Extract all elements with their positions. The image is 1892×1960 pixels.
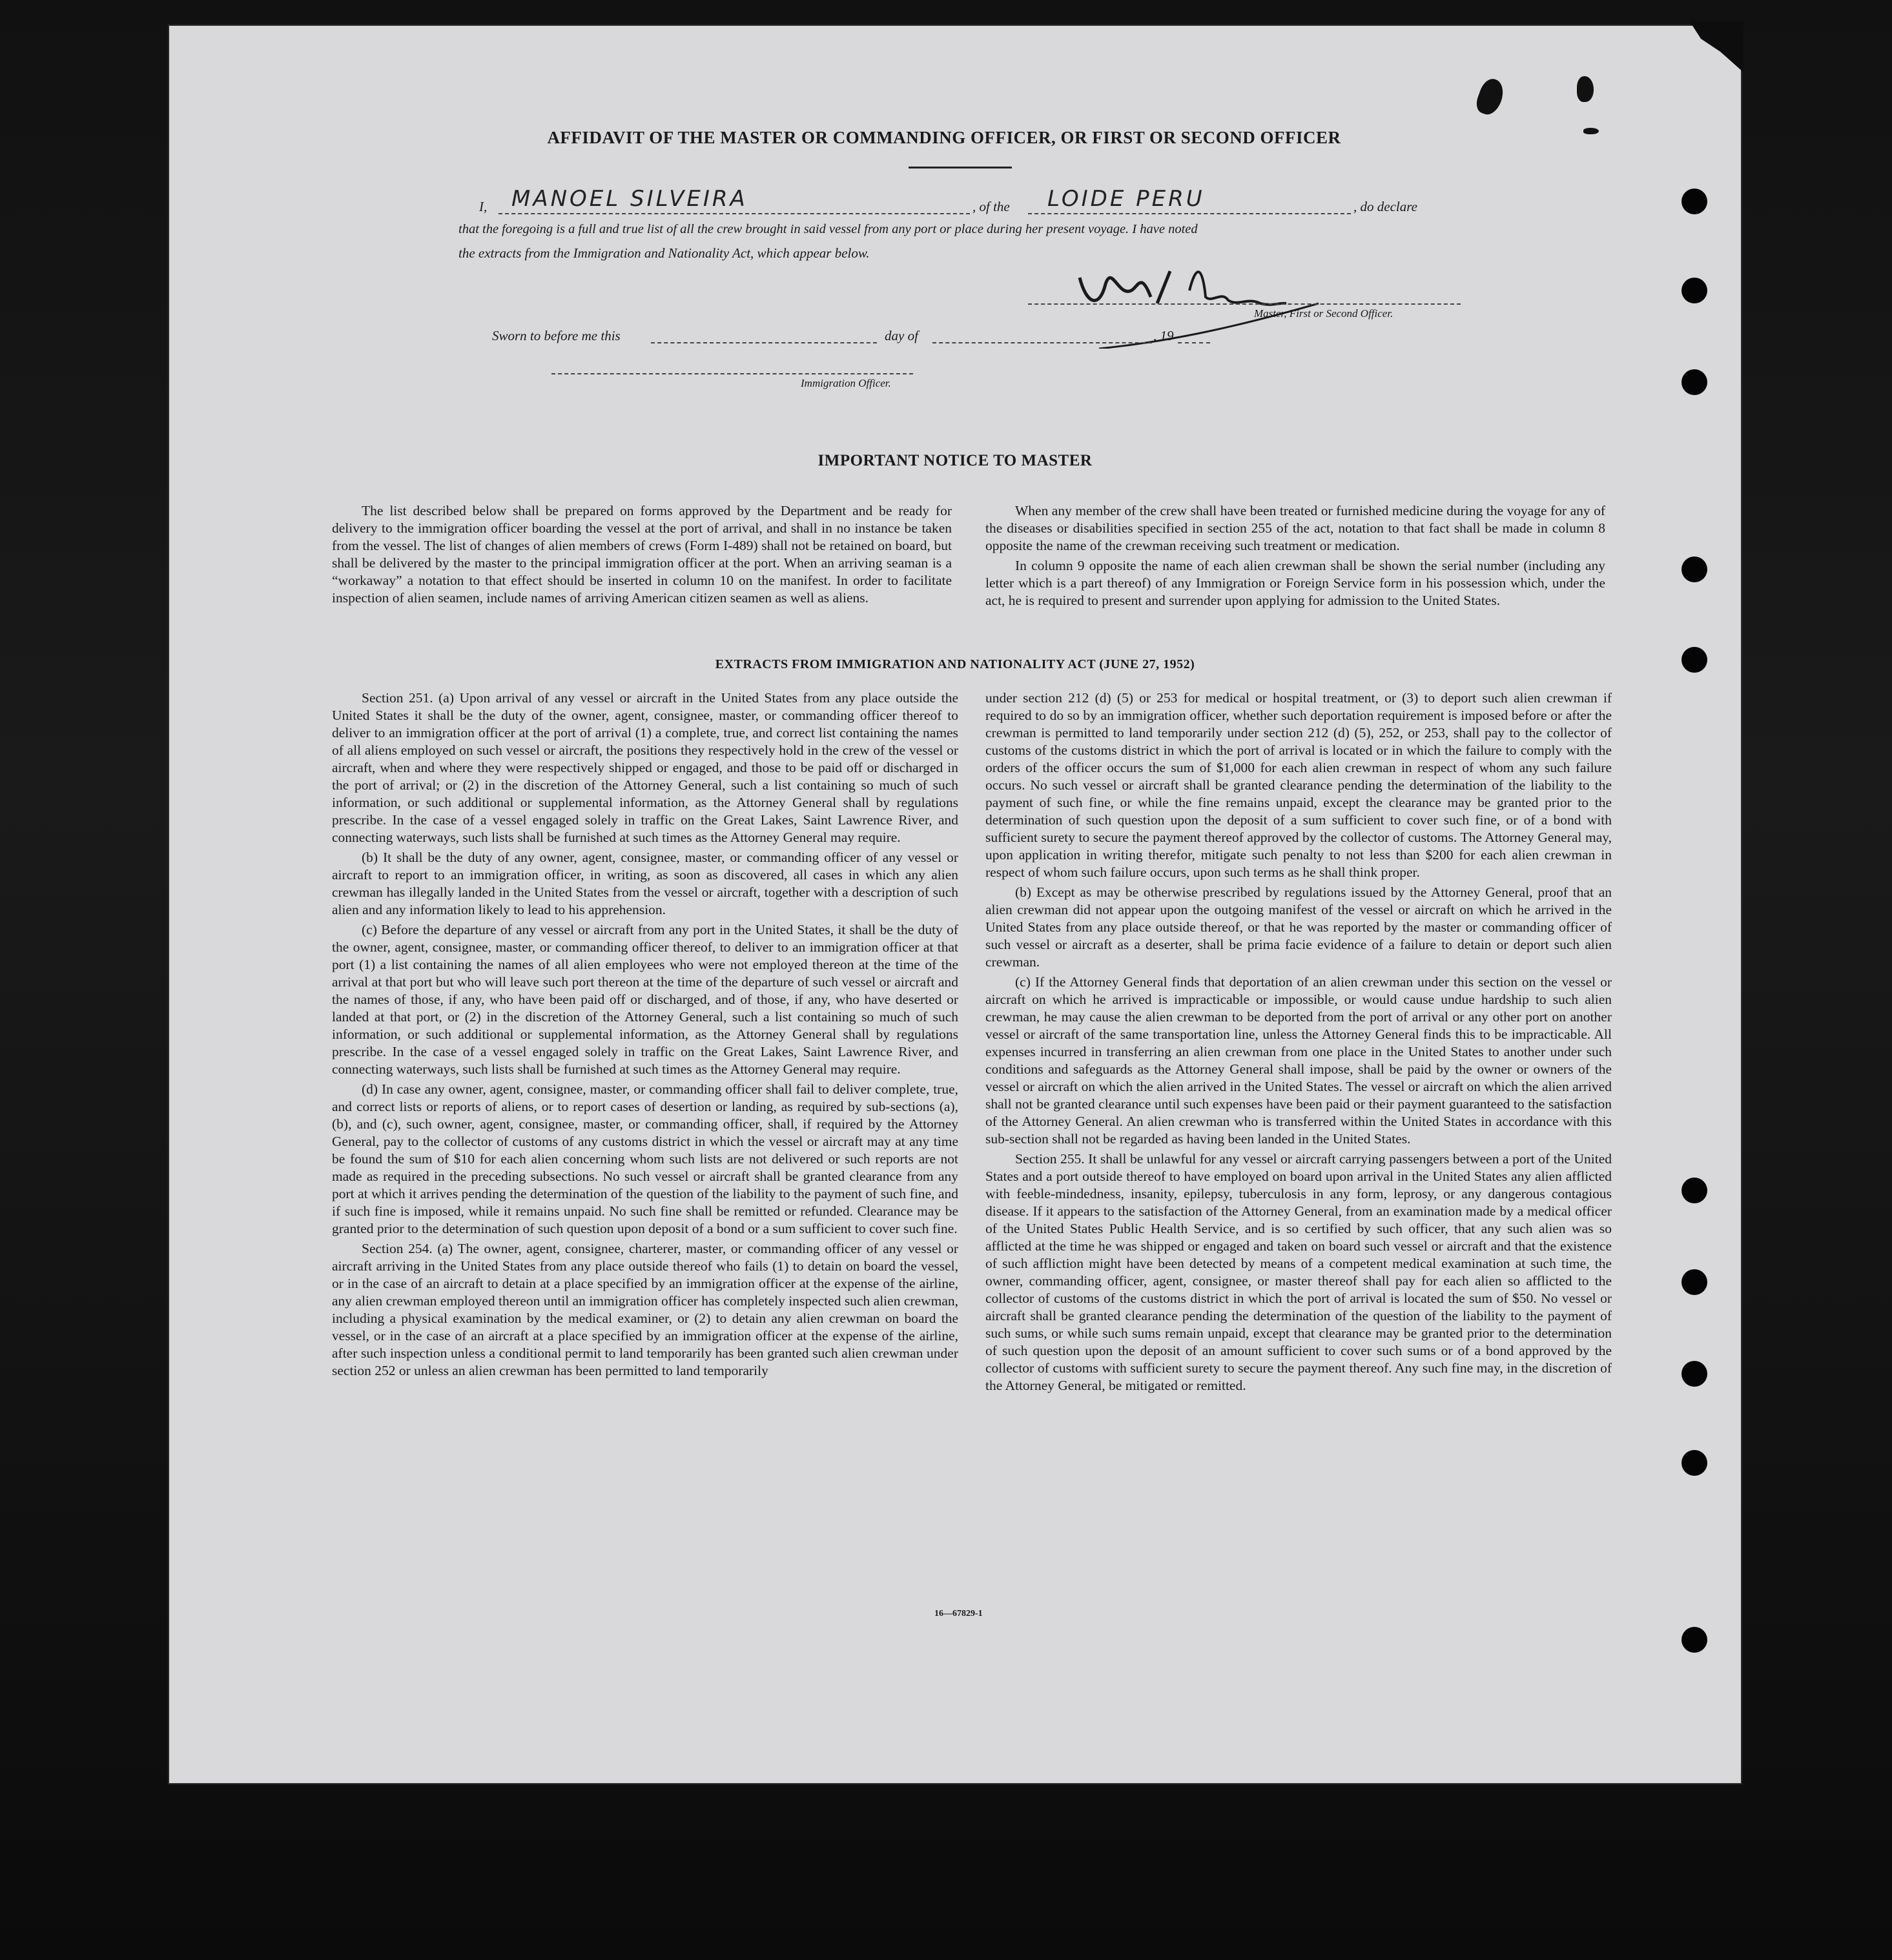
torn-corner bbox=[1666, 21, 1743, 72]
affidavit-title: AFFIDAVIT OF THE MASTER OR COMMANDING OFFICER, OR FIRST OR SECOND OFFICER bbox=[547, 128, 1341, 147]
notice-paragraph: In column 9 opposite the name of each alien crewman shall be shown the serial number (including any letter which is a part thereof) of any Immigration or Foreign Service form in his possession which, under the act, he is required to present and surrender upon applying for admission to the United States. bbox=[985, 558, 1605, 608]
of-the-label: , of the bbox=[972, 199, 1010, 214]
signer-caption: Master, First or Second Officer. bbox=[1254, 307, 1393, 320]
do-declare-label: , do declare bbox=[1353, 199, 1417, 214]
punch-hole bbox=[1681, 1269, 1707, 1295]
punch-hole bbox=[1681, 556, 1707, 582]
sworn-date-line bbox=[651, 342, 877, 343]
master-signature bbox=[1060, 252, 1370, 349]
section-251d: (d) In case any owner, agent, consignee, master, or commanding officer shall fail to deliver complete, true, and correct lists or reports of aliens, or to report cases of desertion or landing, as required by sub-sections (a), (b), and (c), such owner, agent, consignee, master, or commanding officer, shall, if required by the Attorney General, pay to the collector of customs of any customs district in which the vessel or aircraft may at any time be found the sum of $10 for each alien concerning whom such lists are not delivered or such reports are not made as required in the preceding subsections. No such vessel or aircraft shall be granted clearance from any port at which it arrives pending the determination of the question of the liability to the payment of such fine, and if such fine is imposed, while it remains unpaid. No such fine shall be remitted or refunded. Clearance may be granted prior to the determination of such question upon deposit of a bond or a sum sufficient to cover such fine. bbox=[332, 1081, 958, 1236]
declaration-line-1: that the foregoing is a full and true list of all the crew brought in said vessel from any port or place during her present voyage. I have noted bbox=[458, 222, 1198, 236]
signature-line bbox=[1028, 303, 1461, 305]
vessel-line bbox=[1028, 213, 1351, 214]
section-254b: (b) Except as may be otherwise prescribed by regulations issued by the Attorney General, proof that an alien crewman did not appear upon the outgoing manifest of the vessel or aircraft on which he arrived in the United States from any place outside thereof, or that he was reported by the master or commanding officer of such vessel or aircraft as a deserter, shall be prima facie evidence of a failure to detain or deport such alien crewman. bbox=[985, 884, 1612, 970]
sworn-month-line bbox=[932, 342, 1152, 343]
declaration-line-2: the extracts from the Immigration and Nationality Act, which appear below. bbox=[458, 245, 870, 261]
section-254c: (c) If the Attorney General finds that deportation of an alien crewman under this section on the vessel or aircraft on which he arrived is impracticable or impossible, or would cause undue hardship to such alien crewman, he may cause the alien crewman to be deported from the port of arrival or any other port on another vessel or aircraft of the same transportation line, unless the Attorney General finds this to be impracticable. All expenses incurred in transferring an alien crewman from one place in the United States to another under such conditions and safeguards as the Attorney General shall impose, shall be paid by the owner or owners of the vessel or aircraft on which the alien arrived in the United States. The vessel or aircraft on which the alien arrived shall not be granted clearance until such expenses have been paid or their payment guaranteed to the satisfaction of the Attorney General. An alien crewman who is transferred within the United States in accordance with this sub-section shall not be regarded as having been landed in the United States. bbox=[985, 974, 1612, 1147]
section-251b: (b) It shall be the duty of any owner, agent, consignee, master, or commanding officer of any vessel or aircraft to report to an immigration officer, in writing, as soon as discovered, all cases in which any alien crewman has illegally landed in the United States from the vessel or aircraft, together with a description of such alien and any information likely to lead to his apprehension. bbox=[332, 850, 958, 917]
notice-paragraph: When any member of the crew shall have been treated or furnished medicine during the voyage for any of the diseases or disabilities specified in section 255 of the act, notation to that fact shall be made in column 8 opposite the name of the crewman receiving such treatment or medication. bbox=[985, 503, 1605, 553]
section-251c: (c) Before the departure of any vessel or aircraft from any port in the United States, it shall be the duty of the owner, agent, consignee, master, or commanding officer thereof, to deliver to an immigration officer at that port (1) a list containing the names of all alien employees who were not employed thereon at the time of the arrival at that port but who will leave such port thereon at the time of the departure of such vessel or aircraft and the names of those, if any, who have been paid off or discharged, and of those, if any, who have deserted or landed at that port, or (2) in the discretion of the Attorney General, such a list containing so much of such information, or such additional or supplemental information, as the Attorney General shall by regulations prescribe. In the case of a vessel engaged solely in traffic on the Great Lakes, Saint Lawrence River, and connecting waterways, such lists shall be furnished at such times as the Attorney General may require. bbox=[332, 922, 958, 1077]
section-254a-continued: under section 212 (d) (5) or 253 for medical or hospital treatment, or (3) to deport such alien crewman if required to do so by an immigration officer, whether such deportation requirement is imposed before or after the crewman is permitted to land temporarily under section 212 (d) (5), 252, or 253, shall pay to the collector of customs of the customs district in which the port of arrival is located or in which the failure to comply with the orders of the officer occurs the sum of $1,000 for each alien crewman in respect of whom any such failure occurs. No such vessel or aircraft shall be granted clearance pending the determination of the liability to the payment of such fine, or while the fine remains unpaid, except the clearance may be granted prior to the determination of such question upon the deposit of a sum sufficient to cover such fine, or of a bond with sufficient surety to secure the payment thereof approved by the collector of customs. The Attorney General may, upon application in writing therefor, mitigate such penalty to not less than $200 for each alien crewman in respect of whom such failure occurs, upon such terms as he shall think proper. bbox=[985, 690, 1612, 880]
extracts-left-column bbox=[332, 689, 958, 1382]
punch-hole bbox=[1681, 189, 1707, 214]
ink-blot bbox=[1577, 76, 1594, 102]
document-page bbox=[169, 26, 1741, 1783]
notice-title: IMPORTANT NOTICE TO MASTER bbox=[817, 452, 1093, 469]
notice-right-column bbox=[985, 502, 1605, 612]
day-of-label: day of bbox=[885, 328, 918, 343]
year-prefix: , 19 bbox=[1153, 328, 1174, 343]
sworn-year-line bbox=[1178, 342, 1210, 343]
extracts-right-column bbox=[985, 689, 1612, 1397]
punch-hole bbox=[1681, 1178, 1707, 1203]
handwritten-vessel: LOIDE PERU bbox=[1047, 186, 1205, 212]
title-rule bbox=[909, 167, 1012, 168]
notice-left-column bbox=[332, 502, 952, 609]
sworn-label: Sworn to before me this bbox=[492, 328, 621, 343]
i-prefix: I, bbox=[479, 199, 488, 214]
punch-hole bbox=[1681, 1361, 1707, 1387]
handwritten-name: MANOEL SILVEIRA bbox=[511, 186, 748, 212]
section-254a: Section 254. (a) The owner, agent, consignee, charterer, master, or commanding officer of any vessel or aircraft arriving in the United States from any place outside thereof who fails (1) to detain on board the vessel, or in the case of an aircraft to detain at a place specified by an immigration officer at the expense of the airline, any alien crewman employed thereon until an immigration officer has completely inspected such alien crewman, including a physical examination by the medical examiner, or (2) to detain any alien crewman on board the vessel, or in the case of an aircraft at a place specified by an immigration officer at the expense of the airline, after such inspection unless a conditional permit to land temporarily has been granted such alien crewman under section 252 or unless an alien crewman has been permitted to land temporarily bbox=[332, 1241, 958, 1378]
section-255: Section 255. It shall be unlawful for any vessel or aircraft carrying passengers between a port of the United States and a port outside thereof to have employed on board upon arrival in the United States any alien afflicted with feeble-mindedness, insanity, epilepsy, tuberculosis in any form, leprosy, or any dangerous contagious disease. If it appears to the satisfaction of the Attorney General, from an examination made by a medical officer of the United States Public Health Service, and is so certified by such officer, that any such alien was so afflicted at the time he was shipped or engaged and taken on board such vessel or aircraft and that the existence of such affliction might have been detected by means of a competent medical examination at such time, the owner, commanding officer, agent, consignee, or master thereof shall pay for each alien so afflicted to the collector of customs of the customs district in which the port of arrival is located the sum of $50. No vessel or aircraft shall be granted clearance pending the determination of the question of the liability to the payment of such sums, or while such sums remain unpaid, except that clearance may be granted prior to the determination of such question upon the deposit of an amount sufficient to cover such sums or of a bond approved by the collector of customs with sufficient surety to secure the payment thereof. Any such fine may, in the discretion of the Attorney General, be mitigated or remitted. bbox=[985, 1151, 1612, 1393]
form-number: 16—67829-1 bbox=[934, 1609, 983, 1618]
section-251a: Section 251. (a) Upon arrival of any vessel or aircraft in the United States from any place outside the United States it shall be the duty of the owner, agent, consignee, master, or commanding officer thereof to deliver to an immigration officer at the port of arrival (1) a complete, true, and correct list containing the names of all aliens employed on such vessel or aircraft, the positions they respectively hold in the crew of the vessel or aircraft, when and where they were respectively shipped or engaged, and those to be paid off or discharged in the port of arrival; or (2) in the discretion of the Attorney General, such a list containing so much of such information, or such additional or supplemental information, as the Attorney General shall by regulations prescribe. In the case of a vessel engaged solely in traffic on the Great Lakes, Saint Lawrence River, and connecting waterways, such lists shall be furnished at such times as the Attorney General may require. bbox=[332, 690, 958, 845]
notice-paragraph: The list described below shall be prepared on forms approved by the Department and be ready for delivery to the immigration officer boarding the vessel at the port of arrival, and shall in no instance be taken from the vessel. The list of changes of alien members of crews (Form I-489) shall not be retained on board, but shall be delivered by the master to the principal immigration officer at the port. When an arriving seaman is a “workaway” a notation to that effect should be inserted in column 10 on the manifest. In order to facilitate inspection of alien seamen, include names of arriving American citizen seamen as well as aliens. bbox=[332, 503, 952, 606]
officer-signature-line bbox=[551, 373, 913, 374]
punch-hole bbox=[1681, 369, 1707, 395]
extracts-title: EXTRACTS FROM IMMIGRATION AND NATIONALITY ACT (JUNE 27, 1952) bbox=[715, 657, 1195, 671]
punch-hole bbox=[1681, 1450, 1707, 1476]
officer-caption: Immigration Officer. bbox=[801, 377, 891, 389]
punch-hole bbox=[1681, 1627, 1707, 1653]
name-line bbox=[499, 213, 970, 214]
ink-blot bbox=[1474, 76, 1508, 118]
punch-hole bbox=[1681, 278, 1707, 303]
